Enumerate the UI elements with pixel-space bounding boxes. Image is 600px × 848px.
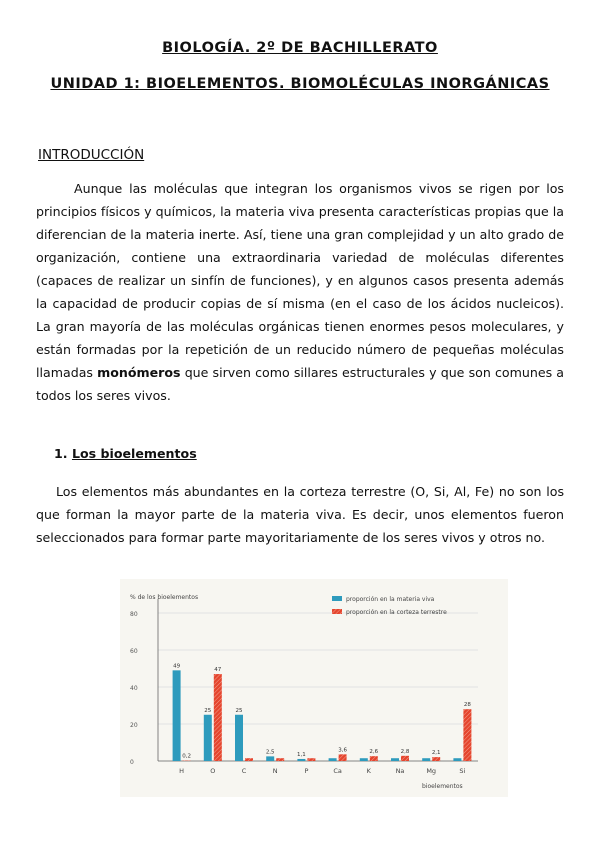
legend-label: proporción en la corteza terrestre: [346, 609, 447, 616]
x-tick-label: Mg: [426, 767, 437, 775]
x-tick-label: Na: [395, 767, 405, 775]
bar-corteza-Mg: [432, 757, 440, 761]
x-tick-label: Si: [459, 767, 466, 775]
bar-corteza-K: [370, 756, 378, 761]
bar-materia-viva-Mg: [422, 758, 430, 761]
bar-corteza-Si: [463, 709, 471, 761]
data-label: 49: [173, 663, 181, 670]
data-label: 2,6: [369, 749, 379, 756]
legend-swatch: [332, 596, 342, 601]
y-tick-label: 40: [130, 685, 138, 692]
x-tick-label: Ca: [333, 767, 342, 775]
x-tick-label: H: [179, 767, 185, 775]
section-number: 1.: [54, 446, 68, 461]
y-tick-label: 20: [130, 722, 138, 729]
bar-corteza-C: [245, 758, 253, 761]
legend-label: proporción en la materia viva: [346, 596, 435, 603]
document-title: BIOLOGÍA. 2º DE BACHILLERATO: [162, 40, 438, 56]
y-tick-label: 0: [130, 759, 134, 766]
x-axis-label: bioelementos: [422, 783, 463, 790]
data-label: 2,1: [431, 750, 441, 757]
data-label: 0,2: [182, 753, 191, 760]
bar-corteza-N: [276, 758, 284, 761]
legend-swatch: [332, 609, 342, 614]
x-tick-label: P: [304, 767, 309, 775]
bar-materia-viva-Na: [391, 758, 399, 761]
bar-materia-viva-Si: [453, 758, 461, 761]
bioelements-bar-chart: [120, 579, 508, 797]
bar-corteza-Na: [401, 756, 409, 761]
y-axis-label: % de los bioelementos: [130, 594, 199, 601]
bar-materia-viva-H: [173, 670, 181, 761]
bar-materia-viva-C: [235, 715, 243, 761]
bar-materia-viva-N: [266, 756, 274, 761]
data-label: 28: [463, 702, 471, 709]
bar-materia-viva-P: [297, 759, 305, 761]
data-label: 3,6: [338, 747, 347, 754]
intro-heading: INTRODUCCIÓN: [38, 147, 145, 163]
data-label: 25: [235, 707, 243, 714]
intro-text-after: que sirven como sillares estructurales y que son comunes a todos los seres vivos.: [36, 365, 564, 403]
data-label: 2,5: [265, 749, 275, 756]
data-label: 2,8: [400, 748, 410, 755]
x-tick-label: N: [272, 767, 278, 775]
bar-corteza-O: [214, 674, 222, 761]
x-tick-label: O: [210, 767, 216, 775]
bar-corteza-Ca: [339, 754, 347, 761]
data-label: 1,1: [297, 751, 306, 758]
x-tick-label: K: [366, 767, 371, 775]
section-1-heading: [54, 446, 197, 461]
y-tick-label: 80: [130, 611, 138, 618]
x-tick-label: C: [241, 767, 247, 775]
section-1-paragraph: Los elementos más abundantes en la corteza terrestre (O, Si, Al, Fe) no son los que forman la mayor parte de la materia viva. Es decir, unos elementos fueron seleccionados para formar parte mayoritariamente de los seres vivos y otros no.: [36, 484, 564, 545]
bar-corteza-P: [307, 758, 315, 761]
data-label: 47: [214, 667, 222, 674]
unit-title: UNIDAD 1: BIOELEMENTOS. BIOMOLÉCULAS INORGÁNICAS: [50, 76, 550, 92]
bar-materia-viva-K: [360, 758, 368, 761]
keyword-monomeros: monómeros: [97, 365, 181, 380]
bar-materia-viva-O: [204, 715, 212, 761]
bar-materia-viva-Ca: [329, 758, 337, 761]
intro-text-before: Aunque las moléculas que integran los organismos vivos se rigen por los principios físicos y químicos, la materia viva presenta características propias que la diferencian de la materia inerte. Así, tiene una gran complejidad y un alto grado de organización, contiene una extraordinaria variedad de moléculas diferentes (capaces de realizar un sinfín de funciones), y en algunos casos presenta además la capacidad de producir copias de sí misma (en el caso de los ácidos nucleicos). La gran mayoría de las moléculas orgánicas tienen enormes pesos moleculares, y están formadas por la repetición de un reducido número de pequeñas moléculas llamadas: [36, 181, 564, 380]
intro-paragraph: [36, 177, 564, 407]
section-title: Los bioelementos: [71, 446, 197, 461]
data-label: 25: [204, 707, 212, 714]
y-tick-label: 60: [130, 648, 138, 655]
